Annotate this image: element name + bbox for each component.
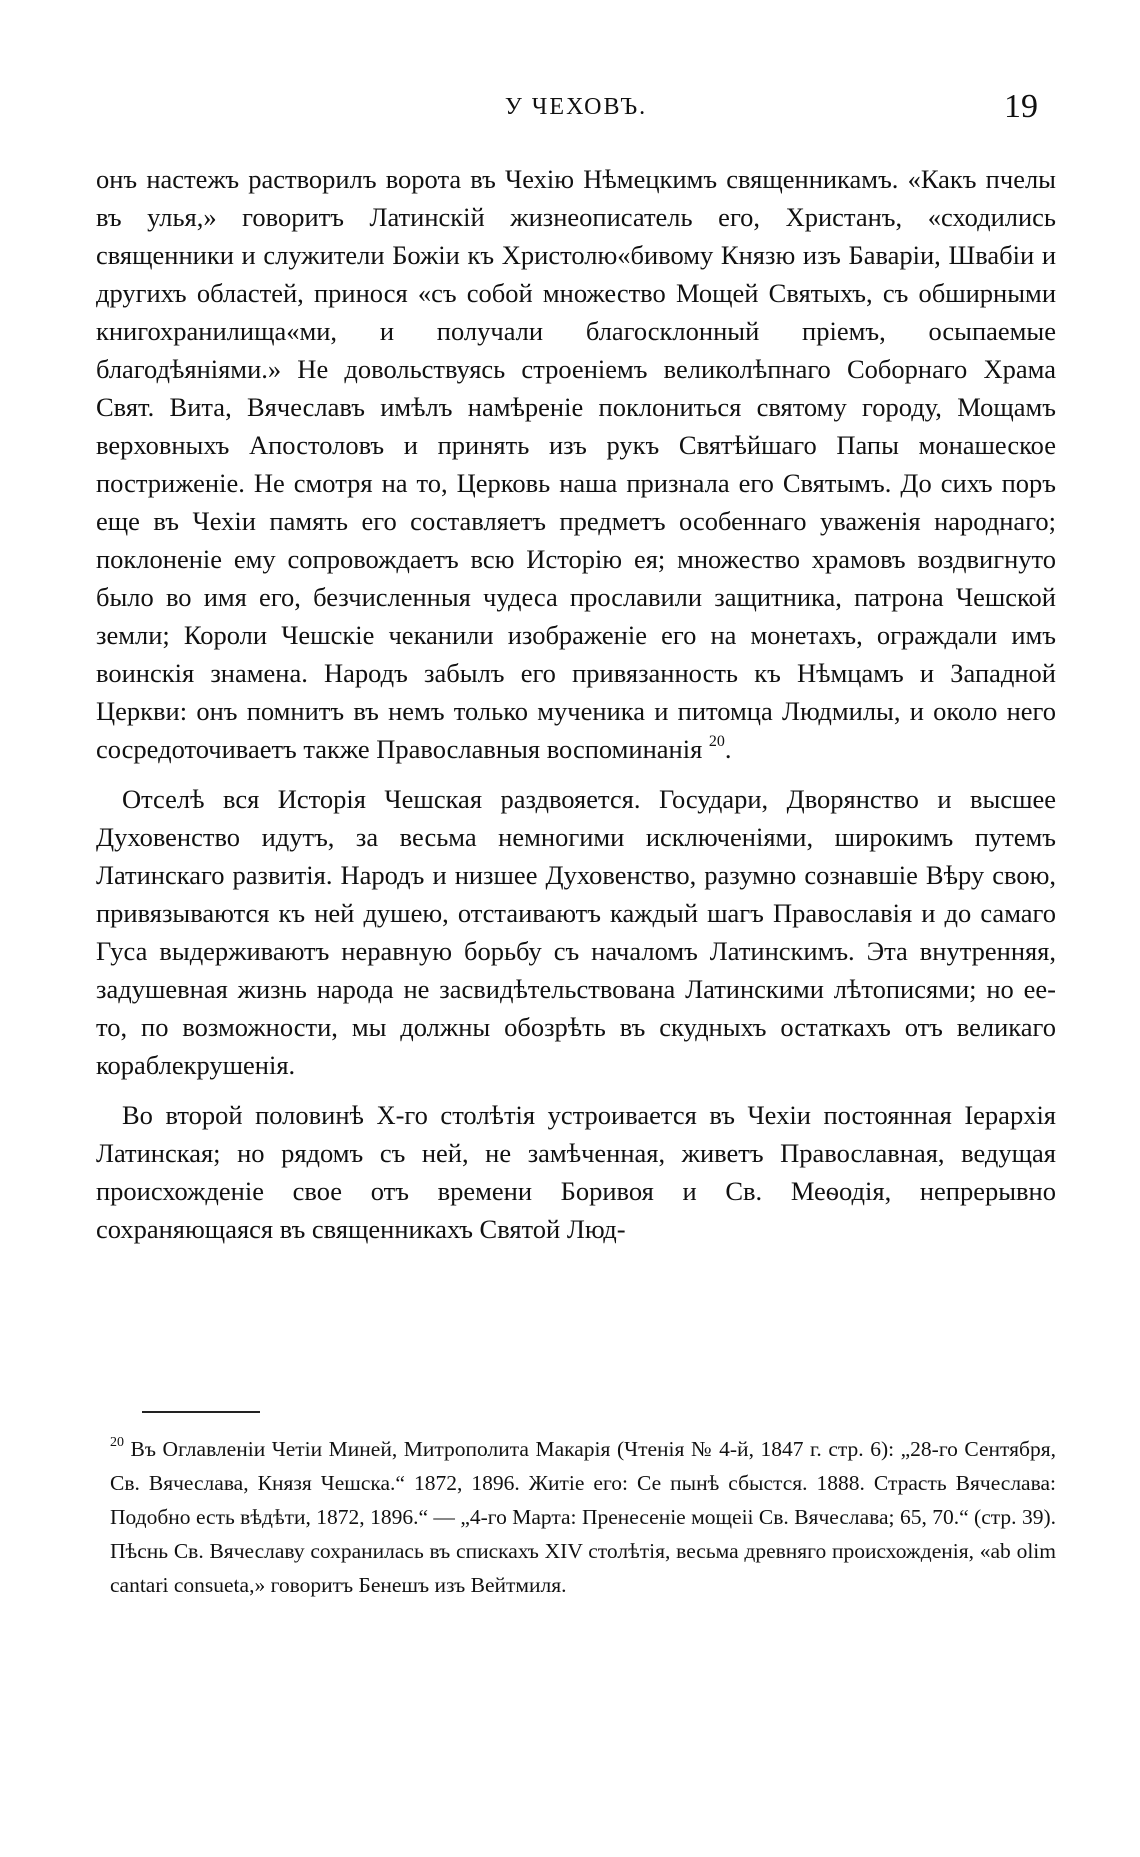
footnote-number: 20 (110, 1435, 124, 1450)
paragraph-text: онъ настежъ растворилъ ворота въ Чехію Нѣмецкимъ священникамъ. «Какъ пчелы въ улья,» говоритъ Латинскій жизнеописатель его, Христанъ, «сходились священники и служители Божіи къ Христолю«бивому Князю изъ Баваріи, Швабіи и другихъ областей, принося «съ собой множество Мощей Святыхъ, съ обширными книгохранилища«ми, и получали благосклонный пріемъ, осыпаемые благодѣяніями.» Не довольствуясь строеніемъ великолѣпнаго Соборнаго Храма Свят. Вита, Вячеславъ имѣлъ намѣреніе поклониться святому городу, Мощамъ верховныхъ Апостоловъ и принять изъ рукъ Святѣйшаго Папы монашеское постриженіе. Не смотря на то, Церковь наша признала его Святымъ. До сихъ поръ еще въ Чехіи память его составляетъ предметъ особеннаго уваженія народнаго; поклоненіе ему сопровождаетъ всю Исторію ея; множество храмовъ воздвигнуто было во имя его, безчисленныя чудеса прославили защитника, патрона Чешской земли; Короли Чешскіе чеканили изображеніе его на монетахъ, ограждали имъ воинскія знамена. Народъ забылъ его привязанность къ Нѣмцамъ и Западной Церкви: онъ помнитъ въ немъ только мученика и питомца Людмилы, и около него сосредоточиваетъ также Православныя воспоминанія (96, 164, 1056, 764)
running-title: У ЧЕХОВЪ. (504, 94, 648, 120)
page-number: 19 (1004, 88, 1038, 125)
paragraph: Отселѣ вся Исторія Чешская раздвояется. Государи, Дворянство и высшее Духовенство идутъ, за весьма немногими исключеніями, широкимъ путемъ Латинскаго развитія. Народъ и низшее Духовенство, разумно сознавшіе Вѣру свою, привязываются къ ней душею, отстаиваютъ каждый шагъ Православія и до самаго Гуса выдерживаютъ неравную борьбу съ началомъ Латинскимъ. Эта внутренняя, задушевная жизнь народа не засвидѣтельствована Латинскими лѣтописями; но ее-то, по возможности, мы должны обозрѣть въ скудныхъ остаткахъ отъ великаго кораблекрушенія. (96, 784, 1056, 1080)
paragraph: Во второй половинѣ X-го столѣтія устроивается въ Чехіи постоянная Іерархія Латинская; но рядомъ съ ней, не замѣченная, живетъ Православная, ведущая происхожденіе свое отъ времени Боривоя и Св. Меѳодія, непрерывно сохраняющаяся въ священникахъ Святой Люд- (96, 1100, 1056, 1244)
footnote (110, 1432, 1056, 1602)
body-text (96, 160, 1056, 1248)
footnote-divider (142, 1411, 260, 1413)
paragraph: онъ настежъ растворилъ ворота въ Чехію Нѣмецкимъ священникамъ. «Какъ пчелы въ улья,» говоритъ Латинскій жизнеописатель его, Христанъ, «сходились священники и служители Божіи къ Христолю«бивому Князю изъ Баваріи, Швабіи и другихъ областей, принося «съ собой множество Мощей Святыхъ, съ обширными книгохранилища«ми, и получали благосклонный пріемъ, осыпаемые благодѣяніями.» Не довольствуясь строеніемъ великолѣпнаго Соборнаго Храма Свят. Вита, Вячеславъ имѣлъ намѣреніе поклониться святому городу, Мощамъ верховныхъ Апостоловъ и принять изъ рукъ Святѣйшаго Папы монашеское постриженіе. Не смотря на то, Церковь наша признала его Святымъ. До сихъ поръ еще въ Чехіи память его составляетъ предметъ особеннаго уваженія народнаго; поклоненіе ему сопровождаетъ всю Исторію ея; множество храмовъ воздвигнуто было во имя его, безчисленныя чудеса прославили защитника, патрона Чешской земли; Короли Чешскіе чеканили изображеніе его на монетахъ, ограждали имъ воинскія знамена. Народъ забылъ его привязанность къ Нѣмцамъ и Западной Церкви: онъ помнитъ въ немъ только мученика и питомца Людмилы, и около него сосредоточиваетъ также Православныя воспоминанія $^{20}$. (96, 164, 1056, 764)
footnote-reference: 20 (708, 733, 725, 750)
running-header (96, 88, 1056, 134)
footnote-text: Въ Оглавленіи Четіи Миней, Митрополита Макарія (Чтенія № 4-й, 1847 г. стр. 6): „28-го Сентября, Св. Вячеслава, Князя Чешска.“ 1872, 1896. Житіе его: Се пынѣ сбыстся. 1888. Страсть Вячеслава: Подобно есть вѣдѣти, 1872, 1896.“ — „4-го Марта: Пренесеніе мощеіі Св. Вячеслава; 65, 70.“ (стр. 39). Пѣснь Св. Вячеславу сохранилась въ спискахъ XIV столѣтія, весьма древняго происхожденія, «ab olim cantari consueta,» говоритъ Бенешъ изъ Вейтмиля. (110, 1437, 1056, 1597)
